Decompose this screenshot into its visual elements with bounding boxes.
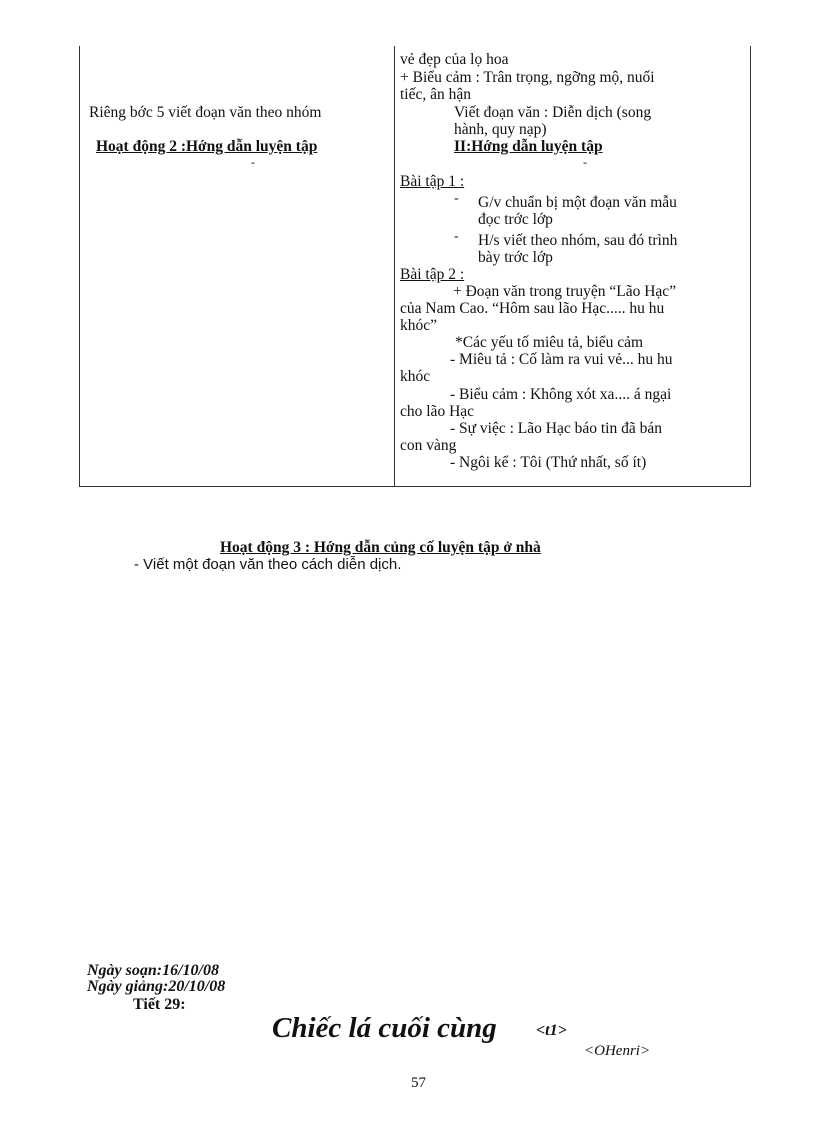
activity2-heading: Hoạt động 2 :Hớng dẫn luyện tập [96,138,318,155]
exercise-1-label: Bài tập 1 : [400,173,465,190]
lesson-title: Chiếc lá cuối cùng [272,1012,497,1044]
right-dash: - [583,155,587,169]
paragraph-line: - Sự việc : Lão Hạc báo tin đã bán [450,420,662,437]
right-line: hành, quy nạp) [454,121,547,138]
bullet-text: G/v chuẩn bị một đoạn văn mẫu [478,194,677,211]
paragraph-line: cho lão Hạc [400,403,475,420]
right-line: Viết đoạn văn : Diễn dịch (song [454,104,652,121]
paragraph-line: *Các yếu tố miêu tả, biểu cảm [455,334,644,351]
exercise-2-label: Bài tập 2 : [400,266,465,283]
left-dash: - [251,155,255,169]
right-line: vẻ đẹp của lọ hoa [400,51,509,68]
paragraph-line: + Đoạn văn trong truyện “Lão Hạc” [453,283,677,300]
left-cell-text: Riêng bớc 5 viết đoạn văn theo nhóm [89,104,322,121]
paragraph-line: - Miêu tả : Cố làm ra vui vẻ... hu hu [450,351,673,368]
paragraph-line: - Biểu cảm : Không xót xa.... á ngại [450,386,672,403]
activity3-item: - Viết một đoạn văn theo cách diễn dịch. [134,556,402,573]
paragraph-line: khóc” [400,317,438,334]
activity3-heading: Hoạt động 3 : Hớng dẫn củng cố luyện tập ở nhà [220,539,541,556]
table-column-divider [394,46,395,486]
paragraph-line: khóc [400,368,431,385]
date-taught: Ngày giảng:20/10/08 [87,978,226,995]
bullet-text: đọc trớc lớp [478,211,553,228]
lesson-title-tag: <t1> [536,1022,567,1039]
right-line: + Biểu cảm : Trân trọng, ngỡng mộ, nuối [400,69,655,86]
bullet-text: H/s viết theo nhóm, sau đó trình [478,232,678,249]
bullet-text: bày trớc lớp [478,249,553,266]
lesson-author: <OHenri> [584,1043,651,1059]
bullet-dash: - [454,191,459,206]
right-line: tiếc, ân hận [400,86,472,103]
page-number: 57 [411,1075,426,1091]
period-number: Tiết 29: [133,996,186,1013]
paragraph-line: - Ngôi kể : Tôi (Thứ nhất, số ít) [450,454,647,471]
paragraph-line: con vàng [400,437,457,454]
date-prepared: Ngày soạn:16/10/08 [87,962,219,979]
paragraph-line: của Nam Cao. “Hôm sau lão Hạc..... hu hu [400,300,665,317]
section-ii-heading: II:Hớng dẫn luyện tập [454,138,603,155]
bullet-dash: - [454,229,459,244]
